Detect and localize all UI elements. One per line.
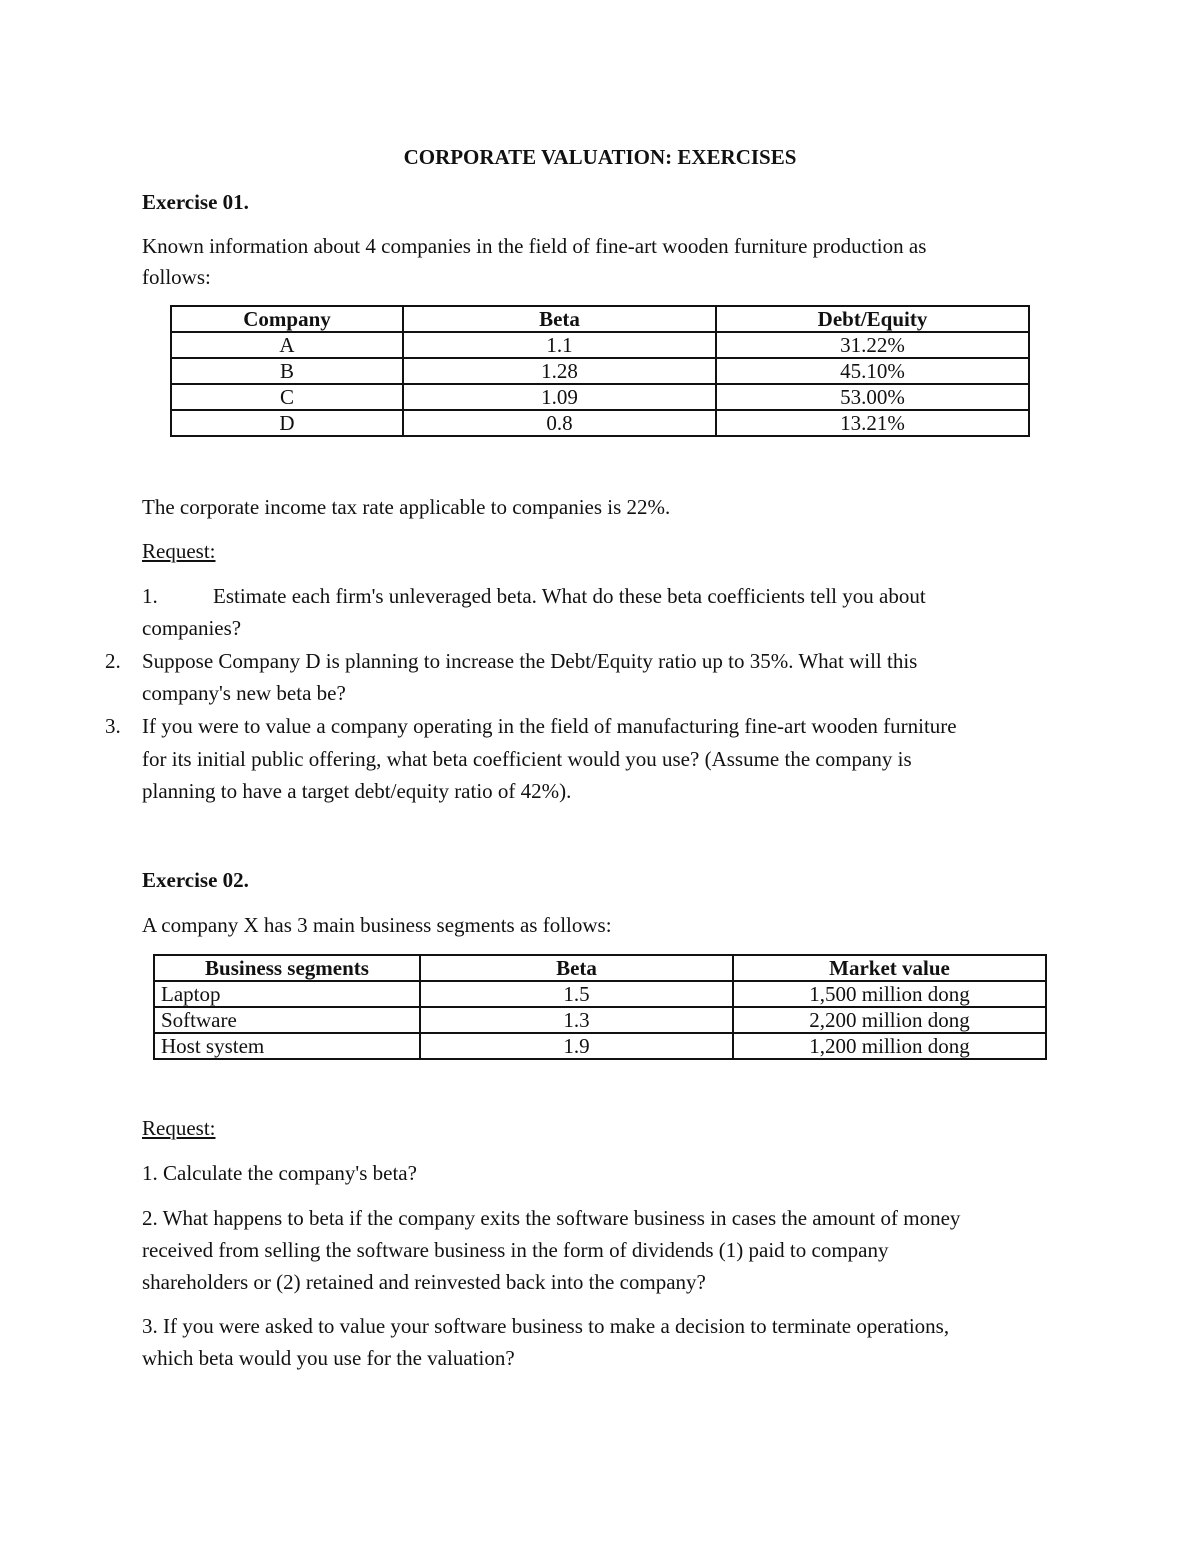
table-header-row	[154, 955, 1046, 981]
business-segments-table	[153, 954, 1047, 1060]
table-cell: D	[171, 410, 403, 436]
tax-rate-note: The corporate income tax rate applicable to companies is 22%.	[142, 495, 671, 519]
table-row	[154, 981, 1046, 1007]
table-cell: Host system	[154, 1033, 420, 1059]
table-cell: Software	[154, 1007, 420, 1033]
table-cell: C	[171, 384, 403, 410]
table-cell: Laptop	[154, 981, 420, 1007]
table-cell: 45.10%	[716, 358, 1029, 384]
table-cell: 31.22%	[716, 332, 1029, 358]
table-cell: 1,200 million dong	[733, 1033, 1046, 1059]
list-item-number: 1.	[142, 584, 158, 608]
table-row	[171, 358, 1029, 384]
exercise-01-intro-line-1: Known information about 4 companies in the field of fine-art wooden furniture production as	[142, 234, 927, 258]
request-label: Request:	[142, 539, 216, 563]
table-cell: 1.3	[420, 1007, 733, 1033]
list-item-text: planning to have a target debt/equity ratio of 42%).	[142, 779, 572, 803]
table-cell: 1.28	[403, 358, 716, 384]
table-cell: 1.1	[403, 332, 716, 358]
list-item-number: 2.	[105, 649, 121, 673]
column-header: Beta	[403, 306, 716, 332]
table-cell: 1,500 million dong	[733, 981, 1046, 1007]
list-item-text: 1. Calculate the company's beta?	[142, 1161, 417, 1185]
list-item-text: company's new beta be?	[142, 681, 346, 705]
list-item-text: which beta would you use for the valuation?	[142, 1346, 515, 1370]
list-item-text: Suppose Company D is planning to increase the Debt/Equity ratio up to 35%. What will this	[142, 649, 918, 673]
list-item-text: shareholders or (2) retained and reinvested back into the company?	[142, 1270, 706, 1294]
column-header: Market value	[733, 955, 1046, 981]
table-cell: 0.8	[403, 410, 716, 436]
table-cell: 1.09	[403, 384, 716, 410]
column-header: Debt/Equity	[716, 306, 1029, 332]
list-item-text: 2. What happens to beta if the company exits the software business in cases the amount of money	[142, 1206, 961, 1230]
list-item-text: Estimate each firm's unleveraged beta. What do these beta coefficients tell you about	[213, 584, 926, 608]
list-item-text: for its initial public offering, what beta coefficient would you use? (Assume the company is	[142, 747, 912, 771]
request-label: Request:	[142, 1116, 216, 1140]
column-header: Company	[171, 306, 403, 332]
table-row	[171, 384, 1029, 410]
table-cell: 53.00%	[716, 384, 1029, 410]
table-header-row	[171, 306, 1029, 332]
exercise-02-heading: Exercise 02.	[142, 868, 249, 892]
column-header: Beta	[420, 955, 733, 981]
table-row	[171, 410, 1029, 436]
exercise-01-heading: Exercise 01.	[142, 190, 249, 214]
list-item-number: 3.	[105, 714, 121, 738]
table-row	[171, 332, 1029, 358]
list-item-text: 3. If you were asked to value your software business to make a decision to terminate operations,	[142, 1314, 950, 1338]
table-row	[154, 1033, 1046, 1059]
column-header: Business segments	[154, 955, 420, 981]
table-cell: B	[171, 358, 403, 384]
list-item-text: received from selling the software business in the form of dividends (1) paid to company	[142, 1238, 889, 1262]
exercise-02-intro: A company X has 3 main business segments as follows:	[142, 913, 612, 937]
table-cell: A	[171, 332, 403, 358]
exercise-01-intro-line-2: follows:	[142, 265, 211, 289]
table-cell: 2,200 million dong	[733, 1007, 1046, 1033]
table-cell: 1.9	[420, 1033, 733, 1059]
list-item-text: If you were to value a company operating in the field of manufacturing fine-art wooden furniture	[142, 714, 957, 738]
table-cell: 13.21%	[716, 410, 1029, 436]
company-beta-table	[170, 305, 1030, 437]
list-item-text: companies?	[142, 616, 242, 640]
page-title: CORPORATE VALUATION: EXERCISES	[403, 145, 797, 169]
table-row	[154, 1007, 1046, 1033]
table-cell: 1.5	[420, 981, 733, 1007]
